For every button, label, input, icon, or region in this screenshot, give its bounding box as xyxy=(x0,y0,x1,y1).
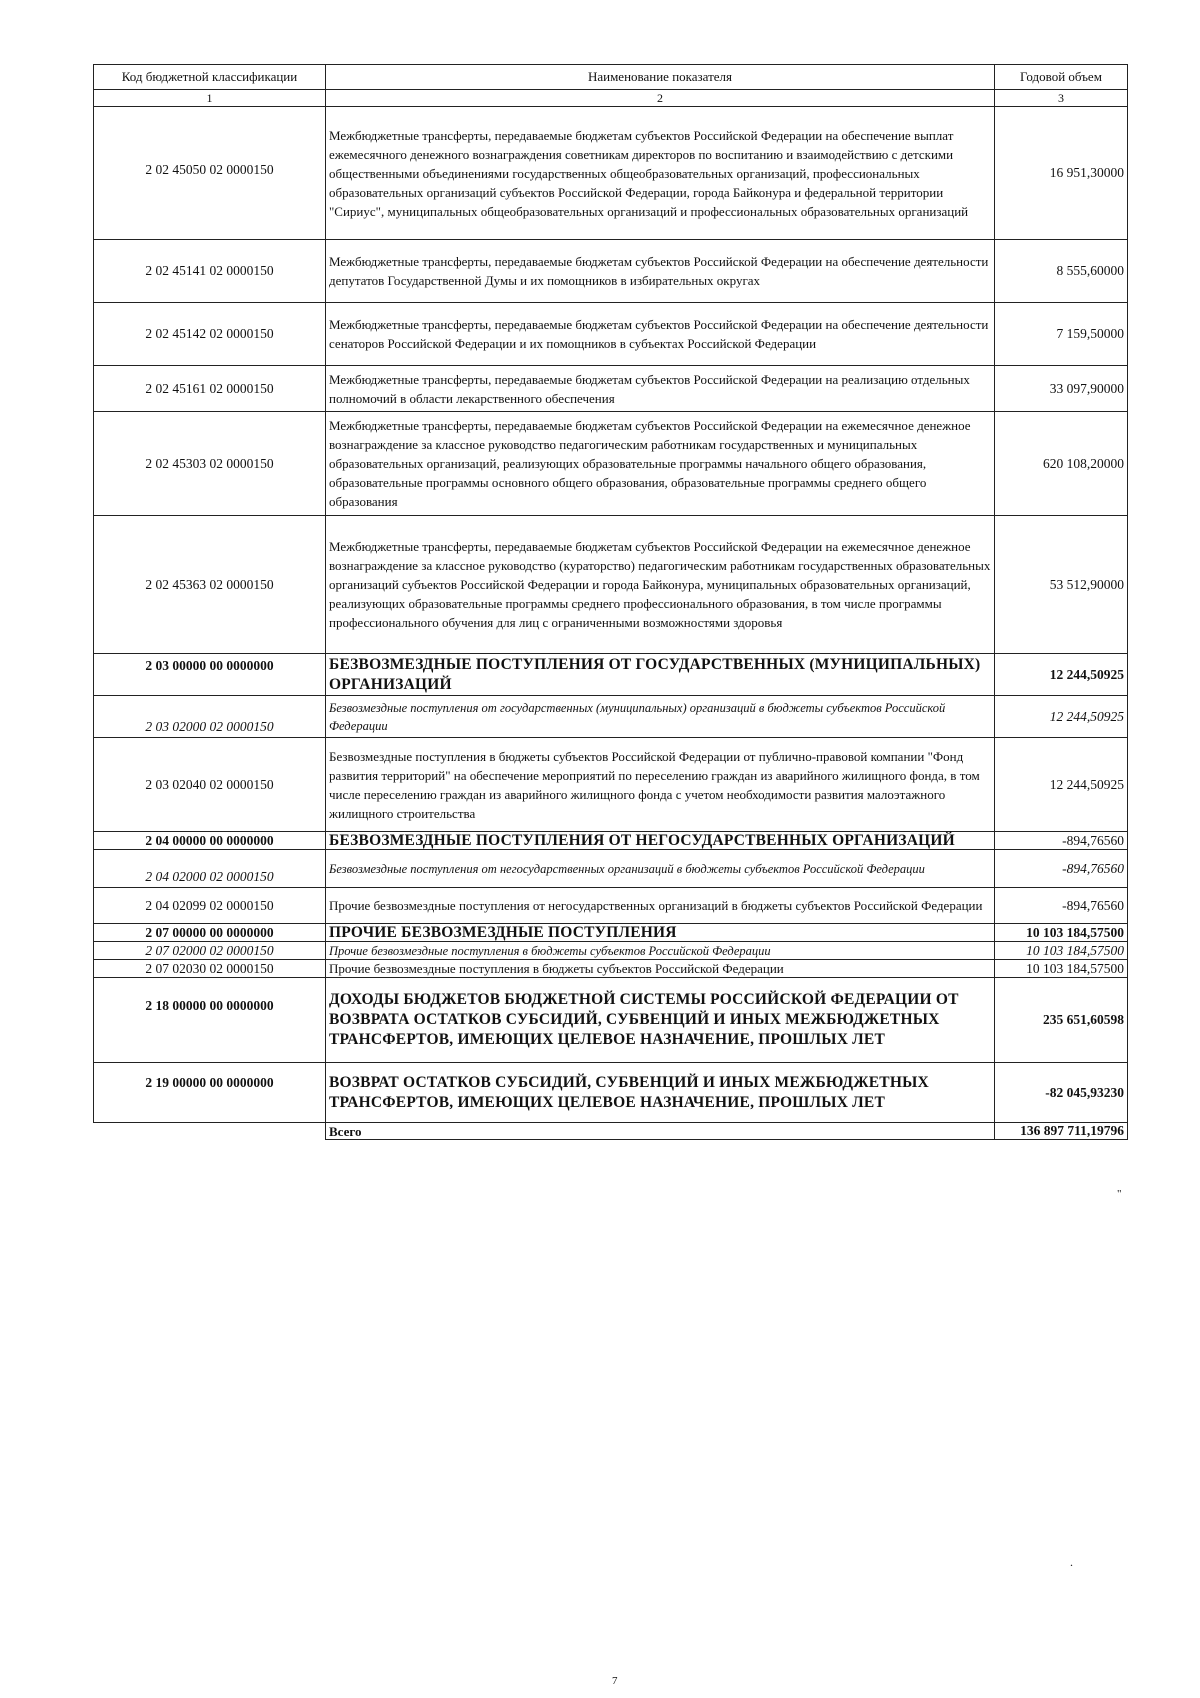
row-amount: 7 159,50000 xyxy=(995,303,1128,366)
column-number-2: 2 xyxy=(326,90,995,107)
row-amount: -894,76560 xyxy=(995,850,1128,888)
row-code: 2 07 00000 00 0000000 xyxy=(94,924,326,942)
table-row xyxy=(94,832,1128,850)
row-amount: 8 555,60000 xyxy=(995,240,1128,303)
row-name: Межбюджетные трансферты, передаваемые бюджетам субъектов Российской Федерации на ежемесячное денежное вознаграждение за классное руководство педагогическим работникам государственных и муниципальных образовательных организаций, реализующих образовательные программы начального общего образования, образовательные программы основного общего образования, образовательные программы среднего общего образования xyxy=(326,412,995,516)
row-amount: -82 045,93230 xyxy=(995,1063,1128,1123)
row-code: 2 02 45303 02 0000150 xyxy=(94,412,326,516)
row-amount: 12 244,50925 xyxy=(995,696,1128,738)
table-row xyxy=(94,412,1128,516)
row-code: 2 04 02099 02 0000150 xyxy=(94,888,326,924)
header-code: Код бюджетной классификации xyxy=(94,65,326,90)
row-name: ДОХОДЫ БЮДЖЕТОВ БЮДЖЕТНОЙ СИСТЕМЫ РОССИЙСКОЙ ФЕДЕРАЦИИ ОТ ВОЗВРАТА ОСТАТКОВ СУБСИДИЙ, СУБВЕНЦИЙ И ИНЫХ МЕЖБЮДЖЕТНЫХ ТРАНСФЕРТОВ, ИМЕЮЩИХ ЦЕЛЕВОЕ НАЗНАЧЕНИЕ, ПРОШЛЫХ ЛЕТ xyxy=(326,978,995,1063)
row-name: Безвозмездные поступления от государственных (муниципальных) организаций в бюджеты субъектов Российской Федерации xyxy=(326,696,995,738)
row-code: 2 07 02000 02 0000150 xyxy=(94,942,326,960)
table-row xyxy=(94,107,1128,240)
table-row xyxy=(94,888,1128,924)
row-name: Безвозмездные поступления от негосударственных организаций в бюджеты субъектов Российской Федерации xyxy=(326,850,995,888)
table-row xyxy=(94,924,1128,942)
header-name: Наименование показателя xyxy=(326,65,995,90)
row-code: 2 02 45141 02 0000150 xyxy=(94,240,326,303)
row-amount: 53 512,90000 xyxy=(995,516,1128,654)
table-row xyxy=(94,366,1128,412)
row-amount: -894,76560 xyxy=(995,888,1128,924)
row-amount: 33 097,90000 xyxy=(995,366,1128,412)
row-code: 2 18 00000 00 0000000 xyxy=(94,978,326,1063)
row-name: Межбюджетные трансферты, передаваемые бюджетам субъектов Российской Федерации на реализацию отдельных полномочий в области лекарственного обеспечения xyxy=(326,366,995,412)
row-amount: 235 651,60598 xyxy=(995,978,1128,1063)
row-amount: 12 244,50925 xyxy=(995,654,1128,696)
row-name: Безвозмездные поступления в бюджеты субъектов Российской Федерации от публично-правовой компании "Фонд развития территорий" на обеспечение мероприятий по переселению граждан из аварийного жилищного фонда, в том числе переселению граждан из аварийного жилищного фонда с учетом необходимости развития малоэтажного жилищного строительства xyxy=(326,738,995,832)
row-amount: -894,76560 xyxy=(995,832,1128,850)
row-amount: 10 103 184,57500 xyxy=(995,942,1128,960)
row-name: ВОЗВРАТ ОСТАТКОВ СУБСИДИЙ, СУБВЕНЦИЙ И ИНЫХ МЕЖБЮДЖЕТНЫХ ТРАНСФЕРТОВ, ИМЕЮЩИХ ЦЕЛЕВОЕ НАЗНАЧЕНИЕ, ПРОШЛЫХ ЛЕТ xyxy=(326,1063,995,1123)
budget-table xyxy=(93,64,1128,1140)
column-number-row xyxy=(94,90,1128,107)
table-row xyxy=(94,942,1128,960)
row-name: Межбюджетные трансферты, передаваемые бюджетам субъектов Российской Федерации на ежемесячное денежное вознаграждение за классное руководство (кураторство) педагогическим работникам государственных образовательных организаций субъектов Российской Федерации и города Байконура, муниципальных образовательных организаций, реализующих образовательные программы среднего профессионального образования, в том числе программы профессионального обучения для лиц с ограниченными возможностями здоровья xyxy=(326,516,995,654)
row-name: БЕЗВОЗМЕЗДНЫЕ ПОСТУПЛЕНИЯ ОТ ГОСУДАРСТВЕННЫХ (МУНИЦИПАЛЬНЫХ) ОРГАНИЗАЦИЙ xyxy=(326,654,995,696)
row-amount: 16 951,30000 xyxy=(995,107,1128,240)
closing-quote-mark: " xyxy=(1117,1188,1122,1200)
row-name: Межбюджетные трансферты, передаваемые бюджетам субъектов Российской Федерации на обеспечение деятельности сенаторов Российской Федерации и их помощников в субъектах Российской Федерации xyxy=(326,303,995,366)
table-row xyxy=(94,978,1128,1063)
row-amount: 12 244,50925 xyxy=(995,738,1128,832)
table-row xyxy=(94,654,1128,696)
row-amount: 10 103 184,57500 xyxy=(995,924,1128,942)
row-code: 2 02 45050 02 0000150 xyxy=(94,107,326,240)
table-row xyxy=(94,738,1128,832)
row-name: БЕЗВОЗМЕЗДНЫЕ ПОСТУПЛЕНИЯ ОТ НЕГОСУДАРСТВЕННЫХ ОРГАНИЗАЦИЙ xyxy=(326,832,995,850)
row-amount: 620 108,20000 xyxy=(995,412,1128,516)
table-row xyxy=(94,696,1128,738)
row-code: 2 19 00000 00 0000000 xyxy=(94,1063,326,1123)
column-number-3: 3 xyxy=(995,90,1128,107)
row-code: 2 04 02000 02 0000150 xyxy=(94,850,326,888)
row-code: 2 03 02040 02 0000150 xyxy=(94,738,326,832)
row-name: Прочие безвозмездные поступления в бюджеты субъектов Российской Федерации xyxy=(326,942,995,960)
row-code: 2 07 02030 02 0000150 xyxy=(94,960,326,978)
row-code: 2 04 00000 00 0000000 xyxy=(94,832,326,850)
row-name: Прочие безвозмездные поступления в бюджеты субъектов Российской Федерации xyxy=(326,960,995,978)
row-code: 2 03 02000 02 0000150 xyxy=(94,696,326,738)
table-row xyxy=(94,516,1128,654)
column-number-1: 1 xyxy=(94,90,326,107)
row-name: Прочие безвозмездные поступления от негосударственных организаций в бюджеты субъектов Российской Федерации xyxy=(326,888,995,924)
scan-mark: . xyxy=(1070,1555,1073,1569)
row-name: ПРОЧИЕ БЕЗВОЗМЕЗДНЫЕ ПОСТУПЛЕНИЯ xyxy=(326,924,995,942)
header-row xyxy=(94,65,1128,90)
table-row xyxy=(94,240,1128,303)
row-code: 2 02 45161 02 0000150 xyxy=(94,366,326,412)
row-amount: 10 103 184,57500 xyxy=(995,960,1128,978)
page-number: 7 xyxy=(612,1675,618,1687)
row-name: Межбюджетные трансферты, передаваемые бюджетам субъектов Российской Федерации на обеспечение выплат ежемесячного денежного вознаграждения советникам директоров по воспитанию и взаимодействию с детскими общественными объединениями государственных общеобразовательных организаций, профессиональных образовательных организаций субъектов Российской Федерации, города Байконура и федеральной территории "Сириус", муниципальных общеобразовательных организаций и профессиональных образовательных организаций xyxy=(326,107,995,240)
table-row xyxy=(94,303,1128,366)
row-code xyxy=(94,1123,326,1140)
row-code: 2 02 45142 02 0000150 xyxy=(94,303,326,366)
total-label: Всего xyxy=(326,1123,995,1140)
row-code: 2 02 45363 02 0000150 xyxy=(94,516,326,654)
table-row xyxy=(94,960,1128,978)
table-row xyxy=(94,1063,1128,1123)
table-row xyxy=(94,850,1128,888)
row-code: 2 03 00000 00 0000000 xyxy=(94,654,326,696)
total-row xyxy=(94,1123,1128,1140)
row-name: Межбюджетные трансферты, передаваемые бюджетам субъектов Российской Федерации на обеспечение деятельности депутатов Государственной Думы и их помощников в избирательных округах xyxy=(326,240,995,303)
total-amount: 136 897 711,19796 xyxy=(995,1123,1128,1140)
header-amount: Годовой объем xyxy=(995,65,1128,90)
